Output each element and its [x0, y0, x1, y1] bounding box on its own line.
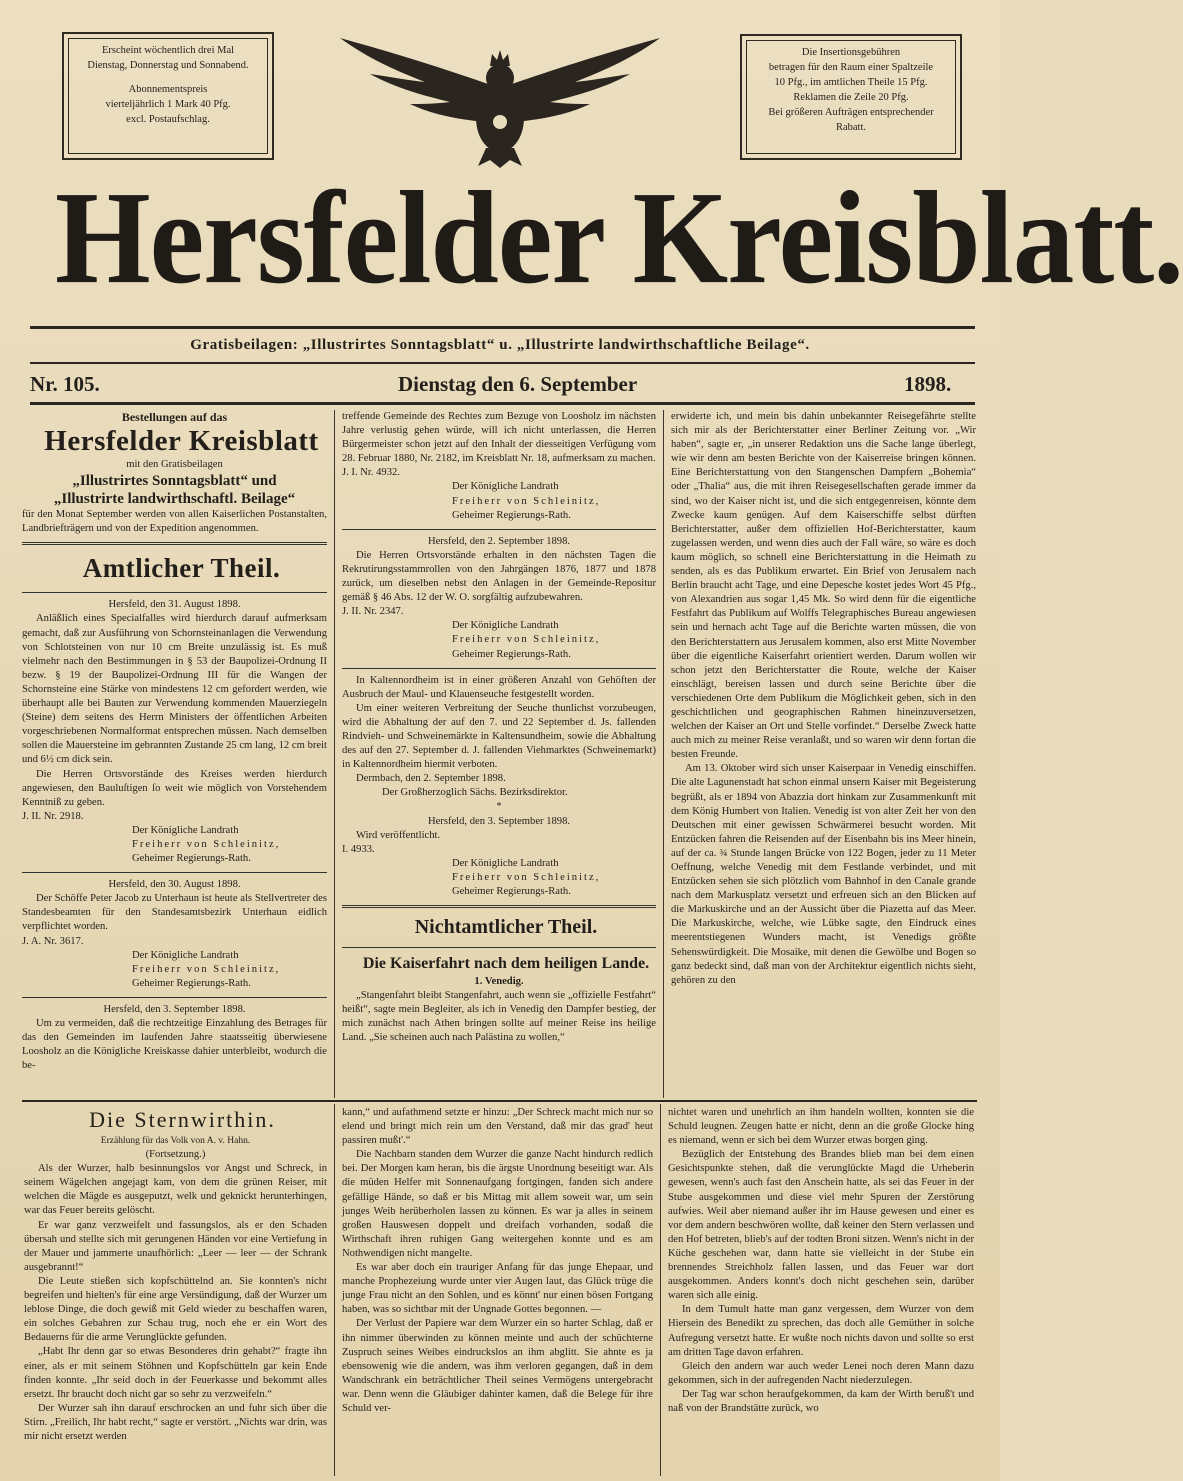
notice-signature: Der Königliche Landrath	[452, 481, 559, 493]
notice-dateline: Hersfeld, den 2. September 1898.	[427, 535, 571, 547]
rates-line-3: 10 Pfg., im amtlichen Theile 15 Pfg.	[774, 77, 928, 88]
column-divider	[334, 410, 335, 1098]
subscription-info-box	[62, 32, 274, 160]
article-text: erwiderte ich, und mein bis dahin unbekannter Reisegefährte stellte sich mir als der Berichterstatter einer Berliner Zeitung vor. „Wir haben“, sagte er, „in unserer Redaktion uns die Sache lange überlegt, wie wir denn am besten Berichte von der Kaiserreise bringen können. Eine Berichterstattung von den Stangenschen Dampfern „Bohemia“ oder „Thalia“ aus, die mit ihren Reisegesellschaften gerade immer da sind, wo der Kaiser nicht ist, und die sich entgegenreisen, könnte dem Zwecke kaum genügen. Auf dem Kaiserschiffe selbst dürften Berichterstatter, außer dem offiziellen Hof-Berichterstatter, kaum zugelassen werden, und wenn dies auch der Fall wäre, so wäre es doch kaum möglich, so schnell eine Berichterstattung in die Heimath zu senden, als es das Publikum erwartet. Ein Brief von Jerusalem nach Berlin braucht acht Tage, und eine Depesche kostet jedes Wort 45 Pfg., von Alexandrien aus sogar 1,45 Mk. So wird denn für die eigentliche Festfahrt das Publikum auf Wolffs Telegraphisches Bureau angewiesen sein und hernach acht Tage auf die Berichte warten müssen, die von den Berichterstattern aus Jerusalem kommen, also erst Mitte November über die eigentliche Kaiserfahrt orientiert werden. Darum wollen wir schon jetzt den Berichterstatter die Route, welche der Kaiser einschlägt, bereisen lassen und durch seine Berichte über die verschiedenen Orte dem Publikum die Möglichkeit geben, sich in den geschichtlichen und geographischen Rahmen hineinzuversetzen, welchen der Kaiser an Ort und Stelle vorfindet.“ Derselbe Zweck hatte auch mich zu meiner Reise veranlaßt, und so waren wir denn fortan die besten Freunde.	[671, 411, 976, 761]
masthead-title: Hersfelder Kreisblatt.	[55, 163, 1183, 312]
notice-reference: J. A. Nr. 3617.	[22, 935, 84, 947]
subscription-price: vierteljährlich 1 Mark 40 Pfg.	[105, 99, 231, 110]
section-nichtamtlich-heading: Nichtamtlicher Theil.	[414, 916, 598, 939]
order-supplement-1: „Illustrirtes Sonntagsblatt“ und	[72, 473, 277, 490]
notice-signature: Geheimer Regierungs-Rath.	[132, 853, 251, 865]
issue-date: Dienstag den 6. September	[398, 372, 638, 396]
postage-note: excl. Postaufschlag.	[126, 114, 210, 125]
feuilleton-column-3	[668, 1106, 974, 1478]
notice-text: treffende Gemeinde des Rechtes zum Bezuge von Loosholz im nächsten Jahre verlustig gehen würde, will ich nicht unterlassen, die Herren Bürgermeister schon jetzt auf den Inhalt der diesseitigen Verfügung vom 28. Februar 1880, Nr. 2182, im Kreisblatt Nr. 18, aufmerksam zu machen.	[342, 411, 656, 465]
feuilleton-column-2	[342, 1106, 653, 1478]
notice-reference: J. I. Nr. 4932.	[342, 467, 400, 479]
notice-text: Um zu vermeiden, daß die rechtzeitige Einzahlung des Betrages für das den Gemeinden im laufenden Jahre staatsseitig überwiesene Loosholz an die Königliche Kreiskasse dahier unterbleibt, wodurch die be-	[22, 1018, 327, 1072]
story-continued: (Fortsetzung.)	[145, 1149, 206, 1161]
notice-reference: I. 4933.	[342, 843, 375, 855]
notice-signature: Geheimer Regierungs-Rath.	[452, 886, 571, 897]
notice-dateline: Hersfeld, den 31. August 1898.	[108, 599, 241, 611]
column-divider	[334, 1104, 335, 1476]
article-subtitle: 1. Venedig.	[474, 976, 524, 988]
rates-line-5: Bei größeren Aufträgen entsprechender	[768, 107, 934, 118]
story-paragraph: Er war ganz verzweifelt und fassungslos, als er den Schaden übersah und stellte sich mit gerungenen Händen vor eine Vertiefung in der Mauer und jammerte unaufhörlich: „Leer — leer — der Schrank ausgebrannt!“	[24, 1219, 327, 1273]
notice-reference: J. II. Nr. 2918.	[22, 810, 84, 822]
story-paragraph: Der Tag war schon heraufgekommen, da kam der Wirth beruß't und naß von der Brandstätte zurück, wo	[668, 1388, 974, 1414]
notice-text: In Kaltennordheim ist in einer größeren Anzahl von Gehöften der Ausbruch der Maul- und Klauenseuche festgestellt worden.	[342, 674, 656, 700]
notice-signature: Der Königliche Landrath	[132, 949, 239, 961]
story-paragraph: Die Nachbarn standen dem Wurzer die ganze Nacht hindurch redlich bei. Der Morgen kam heran, bis die ärgste Unordnung beseitigt war. Als die müden Helfer mit Sonnenaufgang fortgingen, fanden sich andere gefällige Hände, so daß er bis Mittag mit allem soweit war, um sein junges Weib herüberholen lassen zu können. Es war ja alles in seinem großen Hauswesen doppelt und dreifach vorhanden, sodaß die Wirthschaft ihren ruhigen Gang weitergehen konnte und es am Nothwendigen nicht mangelte.	[342, 1149, 653, 1259]
notice-text: Anläßlich eines Specialfalles wird hierdurch darauf aufmerksam gemacht, daß zur Ausführung von Schornsteinanlagen die Verwendung von Schlotsteinen von nur 10 cm Breite unzulässig ist. Es muß vielmehr nach den Bestimmungen in § 53 der Baupolizei-Ordnung II bezw. § 19 der Baupolizei-Ordnung III für die Wangen der Schornsteine eine Stärke von mindestens 12 cm gefordert werden, wie überhaupt alle bei Bauten zur Verwendung kommenden Mauerziegeln (Steine) dem seitens des Herrn Ministers der öffentlichen Arbeiten vorgeschriebenen Normalformat entsprechen müssen. Nach demselben sollen die Mauersteine im gebrannten Zustande 25 cm lang, 12 cm breit und 6½ cm dick sein.	[22, 613, 327, 766]
story-paragraph: kann,“ und aufathmend setzte er hinzu: „Der Schreck macht mich nur so elend und bringt mich rein um den Verstand, daß mir das grad' heut passiren mußt'.“	[342, 1107, 653, 1147]
notice-text: Wird veröffentlicht.	[356, 829, 441, 841]
dateline-rule	[30, 402, 975, 405]
notice-signature: Freiherr von Schleinitz,	[132, 838, 281, 850]
section-amtlich-heading: Amtlicher Theil.	[82, 553, 281, 584]
story-paragraph: „Habt Ihr denn gar so etwas Besonderes drin gehabt?“ fragte ihn einer, als er mit seinem Stöhnen und Kopfschütteln gar kein Ende finden konnte. „Ihr seid doch in der Feuerkasse und bekommt alles ersetzt. Ihr braucht doch nicht gar so sehr zu verzweifeln.“	[24, 1346, 327, 1400]
article-text: Am 13. Oktober wird sich unser Kaiserpaar in Venedig einschiffen. Die alte Lagunenstadt hat schon einmal unsern Kaiser mit Begeisterung begrüßt, als er 1894 von Abazzia dort hinkam zur Zusammenkunft mit dem König Humbert von Italien. Venedig ist von alter Zeit her von den Deutschen mit einer gewissen Schwärmerei besucht worden. Mit Entzücken fahren die Reisenden auf der Eisenbahn bis ins Meer hinein, auf der ca. ¾ Stunde langen Brücke von 122 Bogen, jeder zu 11 Meter Oeffnung, welche Venedig mit dem Festlande verbindet, und mit Entzücken sehen sie sich plötzlich vom Bahnhof in den Canale grande nach dem Markusplatz versetzt und erfreuen sich an den Blicken auf die Markuskirche und an der Aussicht über die Piazetta auf das Meer. Die Markuskirche, welche, wie Lübke sagte, den Eindruck eines meerentstiegenen Wunders macht, ist Venedigs größte Sehenswürdigkeit. Die Mosaike, mit denen die Gewölbe und Bogen so ganz bedeckt sind, daß man von der Architektur eigentlich nichts sieht, gehören zu den	[671, 763, 976, 986]
publication-days: Dienstag, Donnerstag und Sonnabend.	[87, 60, 249, 71]
column-2	[342, 410, 656, 1100]
notice-text: Die Herren Ortsvorstände des Kreises werden hierdurch angewiesen, den Bauluſtigen ſo weit wie möglich von Vorstehendem Kenntniß zu geben.	[22, 768, 327, 808]
story-paragraph: Der Verlust der Papiere war dem Wurzer ein so harter Schlag, daß er ihn nimmer überwinden zu können meinte und auch der schüchterne Zuspruch seines Weibes eindruckslos an ihm abglitt. Sie ahnte es ja ebensowenig wie die andern, was ihm verloren gegangen, daß in dem Wandschrank ein beträchtlicher Theil seines Vermögens untergebracht war. Denn wenn die Gläubiger dahinter kamen, daß die Belege für ihre Schuld ver-	[342, 1318, 653, 1414]
notice-signature: Geheimer Regierungs-Rath.	[452, 648, 571, 660]
story-paragraph: nichtet waren und unehrlich an ihm handeln wollten, konnten sie die Schuld leugnen. Zeugen hatte er nicht, denn an die große Glocke hing es niemand, wenn er sich bei dem Wurzer etwas borgen ging.	[668, 1107, 974, 1147]
notice-text: Um einer weiteren Verbreitung der Seuche thunlichst vorzubeugen, wird die Abhaltung der auf den 7. und 22 September d. Js. fallenden Rindvieh- und Schweinemärkte in Kaltensundheim, sowie die Abhaltung des auf den 27. September d. J. fallenden Viehmarktes (Schweinemarkt) in Kaltennordheim hiermit verboten.	[342, 702, 656, 771]
issue-year: 1898.	[904, 372, 952, 396]
story-byline: Erzählung für das Volk von A. v. Hahn.	[100, 1136, 251, 1146]
story-paragraph: In dem Tumult hatte man ganz vergessen, dem Wurzer von dem Hiersein des Benedikt zu sprechen, das doch alle Gemüther in solche Aufregung versetzt hatte. Er wußte noch nichts davon und sollte so erst am dritten Tage davon erfahren.	[668, 1304, 974, 1358]
story-title: Die Sternwirthin.	[89, 1107, 276, 1132]
notice-signature: Freiherr von Schleinitz,	[452, 634, 601, 646]
supplements-line: Gratisbeilagen: „Illustrirtes Sonntagsblatt“ u. „Illustrirte landwirthschaftliche Beilage“.	[190, 337, 810, 353]
notice-signature: Freiherr von Schleinitz,	[132, 963, 281, 975]
story-paragraph: Als der Wurzer, halb besinnungslos vor Angst und Schreck, in seinem Wägelchen angejagt kam, von dem die grünen Reiser, mit welchen die Mägde es ausgeputzt, welk und geknickt herunterhingen, war das Feuer bereits gelöscht.	[24, 1163, 327, 1217]
notice-signature: Freiherr von Schleinitz,	[452, 871, 601, 883]
issue-number: Nr. 105.	[30, 372, 100, 396]
column-divider	[663, 410, 664, 1098]
story-paragraph: Der Wurzer sah ihn darauf erschrocken an und fuhr sich über die Stirn. „Freilich, Ihr habt recht,“ sagte er verstört. „Nichts war drin, was mir nicht ersetzt werden	[24, 1402, 327, 1442]
order-with: mit den Gratisbeilagen	[126, 459, 223, 471]
subscription-label: Abonnementspreis	[128, 84, 208, 95]
notice-text: Die Herren Ortsvorstände erhalten in den nächsten Tagen die Rekrutirungsstammrollen von den Jahrgängen 1876, 1877 und 1878 zurück, um dieselben nebst den Anlagen in der Gemeinde-Repositur gemäß § 46 Abs. 12 der W. O. sorgfältig aufzubewahren.	[342, 549, 656, 604]
notice-signature: Der Königliche Landrath	[132, 824, 239, 836]
story-paragraph: Es war aber doch ein trauriger Anfang für das junge Ehepaar, und manche Prophezeiung wurde unter vier Augen laut, das Glück trüge die junge Frau nicht an den Sohlen, und es könnt' nur einen bösen Fortgang haben, was so sichtbar mit der Ungnade Gottes begonnen. —	[342, 1262, 653, 1316]
column-3	[671, 410, 976, 1100]
notice-signature: Der Großherzoglich Sächs. Bezirksdirektor.	[382, 787, 568, 799]
notice-signature: Geheimer Regierungs-Rath.	[132, 977, 251, 989]
story-paragraph: Gleich den andern war auch weder Lenei noch deren Mann dazu gekommen, sich in der aufregenden Nacht niederzulegen.	[668, 1360, 974, 1386]
rates-title: Die Insertionsgebühren	[801, 47, 901, 58]
notice-signature: Der Königliche Landrath	[452, 620, 559, 632]
story-paragraph: Bezüglich der Entstehung des Brandes blieb man bei dem einen Gesichtspunkte stehen, daß die verunglückte Magd die Urheberin gewesen, wenn's auch fast den Anschein hatte, als sei das Feuer in der Stube ausgekommen und diese viel mehr Spuren der Zerstörung aufwies. Weil aber niemand außer ihr im Hause gewesen und einer es vor dem andern beschwören wollte, daß keiner den Stern verlassen und den Hof betreten, blieb's auf der todten Broni sitzen. Wenn's nicht in der Küche geschehen war, dann hatte sie vielleicht in der Stube ein brennendes Streichholz fallen lassen, und das Feuer war dort ausgekommen. Anders konnt's doch nicht geschehen sein, darüber waren sich alle einig.	[668, 1149, 974, 1302]
rates-line-2: betragen für den Raum einer Spaltzeile	[768, 62, 934, 73]
notice-dateline: Hersfeld, den 3. September 1898.	[103, 1003, 246, 1015]
story-paragraph: Die Leute stießen sich kopfschüttelnd an. Sie konnten's nicht begreifen und hielten's für eine arge Versündigung, daß der Wurzer um leblose Dinge, die doch gewiß mit Geld wieder zu beschaffen waren, ein solches Gebahren zur Schau trug, noch ehe er ein Wort des Bedauerns für die arme Verunglückte gefunden.	[24, 1275, 327, 1344]
notice-dateline: Hersfeld, den 3. September 1898.	[427, 815, 571, 827]
advertising-rates-box	[740, 34, 962, 160]
separator-star: *	[496, 801, 502, 813]
order-title: Hersfelder Kreisblatt	[44, 425, 319, 458]
order-supplement-2: „Illustrirte landwirthschaftl. Beilage“	[53, 491, 296, 508]
column-divider	[660, 1104, 661, 1476]
rates-line-4: Reklamen die Zeile 20 Pfg.	[793, 92, 909, 103]
rates-line-6: Rabatt.	[835, 122, 867, 133]
notice-dateline: Hersfeld, den 30. August 1898.	[108, 879, 241, 891]
order-text: für den Monat September werden von allen Kaiserlichen Postanstalten, Landbriefträgern und von der Expedition angenommen.	[22, 509, 327, 535]
feuilleton-column-1	[24, 1106, 327, 1478]
feuilleton-rule	[22, 1100, 977, 1102]
notice-signature: Geheimer Regierungs-Rath.	[452, 509, 571, 521]
notice-signature: Freiherr von Schleinitz,	[452, 495, 601, 507]
supplements-rule	[30, 362, 975, 364]
article-text: „Stangenfahrt bleibt Stangenfahrt, auch wenn sie „offizielle Festfahrt“ heißt“, sagte mein Begleiter, als ich in Venedig den Dampfer bestieg, der mich zunächst nach Athen bringen sollte auf meiner Reise ins heilige Land. „Sie scheinen auch nach Palästina zu wollen,“	[342, 990, 656, 1044]
order-intro: Bestellungen auf das	[121, 410, 228, 424]
notice-dateline: Dermbach, den 2. September 1898.	[356, 773, 506, 785]
notice-signature: Der Königliche Landrath	[452, 857, 559, 869]
column-1	[22, 410, 327, 1100]
article-title: Die Kaiserfahrt nach dem heiligen Lande.	[362, 955, 650, 973]
notice-text: Der Schöffe Peter Jacob zu Unterhaun ist heute als Stellvertreter des Standesbeamten für den Standesamtsbezirk Unterhaun eidlich verpflichtet worden.	[22, 893, 327, 933]
publication-schedule: Erscheint wöchentlich drei Mal	[101, 45, 235, 56]
masthead-rule	[30, 326, 975, 329]
notice-reference: J. II. Nr. 2347.	[342, 606, 404, 618]
